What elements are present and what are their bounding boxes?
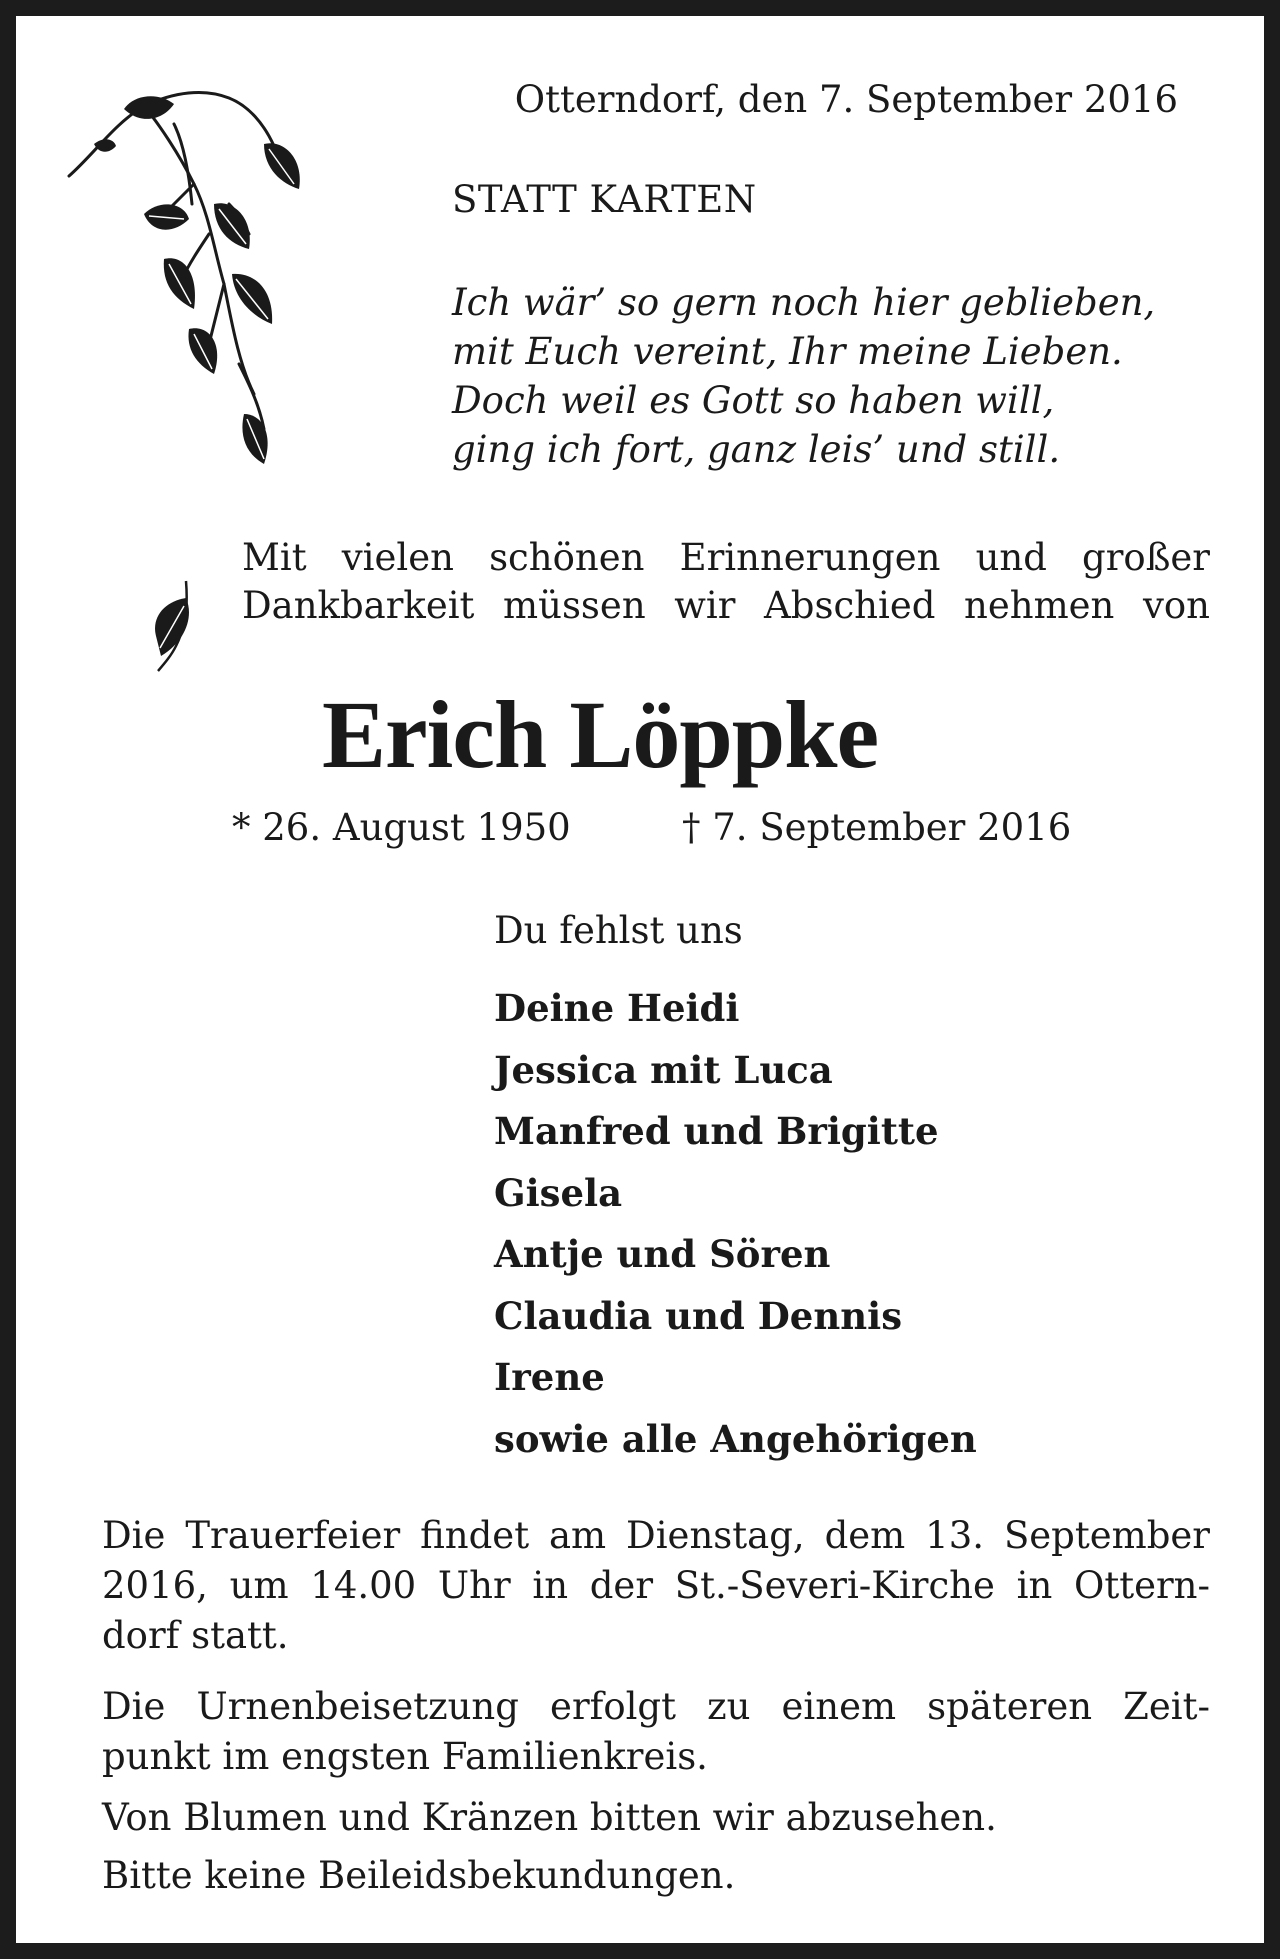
poem-line: Ich wär’ so gern noch hier geblieben, [452,281,1156,324]
mourner-name: Manfred und Brigitte [494,1109,939,1153]
mourner-name: Claudia und Dennis [494,1293,903,1338]
poem-line: ging ich fort, ganz leis’ und still. [452,428,1061,471]
funeral-line: 2016, um 14.00 Uhr in der St.-Severi-Kirche in Ottern- [102,1564,1210,1607]
birth-date: * 26. August 1950 [232,806,571,849]
intro-line: Dankbarkeit müssen wir Abschied nehmen von [242,584,1210,627]
urn-notice [102,1682,1210,1782]
mourners-intro: Du fehlst uns [494,909,743,952]
mourner-name: Gisela [494,1170,623,1215]
funeral-line: Die Trauerfeier findet am Dienstag, dem 13. September [102,1514,1210,1557]
urn-line: punkt im engsten Familienkreis. [102,1735,708,1778]
funeral-line: dorf statt. [102,1614,289,1657]
falling-leaf-icon [146,576,206,676]
mourners-list [494,978,977,1470]
mourner-name: sowie alle Angehörigen [494,1416,977,1461]
poem [452,278,1155,474]
flowers-notice: Von Blumen und Kränzen bitten wir abzusehen. [102,1796,997,1839]
statt-karten-label: STATT KARTEN [452,178,757,221]
funeral-notice [102,1511,1210,1661]
leaf-branch-icon [64,84,334,474]
poem-line: mit Euch vereint, Ihr meine Lieben. [452,330,1123,373]
place-and-date: Otterndorf, den 7. September 2016 [514,78,1178,121]
intro-text [242,534,1210,630]
mourner-name: Irene [494,1355,605,1399]
condolences-notice: Bitte keine Beileidsbekundungen. [102,1854,736,1897]
poem-line: Doch weil es Gott so haben will, [452,379,1055,422]
mourner-name: Antje und Sören [494,1232,831,1276]
intro-line: Mit vielen schönen Erinnerungen und großer [242,536,1210,579]
mourner-name: Deine Heidi [494,986,740,1030]
death-date: † 7. September 2016 [682,806,1072,849]
mourner-name: Jessica mit Luca [494,1047,833,1092]
urn-line: Die Urnenbeisetzung erfolgt zu einem späteren Zeit- [102,1685,1210,1728]
deceased-name: Erich Löppke [322,681,879,788]
